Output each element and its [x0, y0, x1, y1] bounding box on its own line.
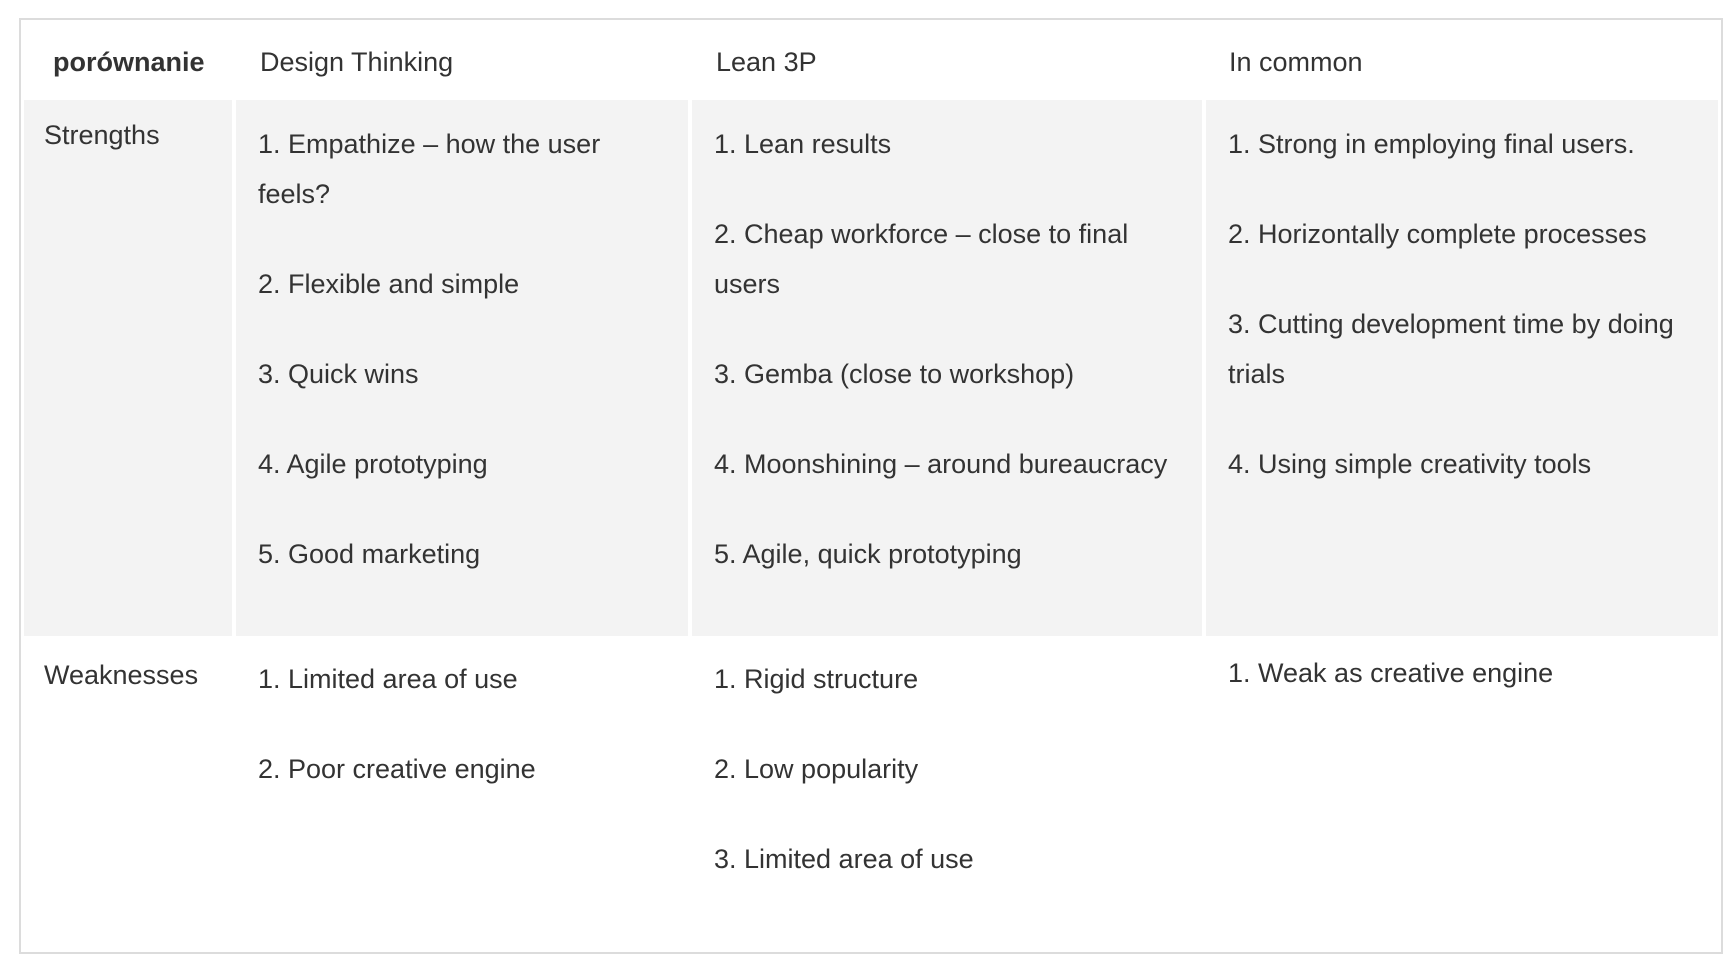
- list-item: 2. Poor creative engine: [258, 754, 536, 784]
- comparison-table: [19, 18, 1723, 954]
- weaknesses-label-cell: [24, 640, 232, 940]
- list-item: 3. Quick wins: [258, 359, 419, 389]
- list-item: 2. Horizontally complete processes: [1228, 219, 1647, 249]
- list-item: 1. Limited area of use: [258, 664, 518, 694]
- list-item: 3. Gemba (close to workshop): [714, 359, 1075, 389]
- list-item: 2. Cheap workforce – close to final users: [714, 219, 1129, 299]
- strengths-design-thinking-list: [258, 119, 668, 579]
- strengths-lean-3p-cell: [692, 100, 1202, 636]
- list-item: 5. Agile, quick prototyping: [714, 539, 1022, 569]
- strengths-in-common-list: [1228, 119, 1706, 489]
- header-in-common: In common: [1229, 47, 1363, 77]
- weaknesses-lean-3p-list: [714, 654, 1192, 884]
- list-item: 4. Agile prototyping: [258, 449, 488, 479]
- weaknesses-in-common-list: [1228, 648, 1706, 698]
- header-lean-3p: Lean 3P: [716, 47, 817, 77]
- strengths-in-common-cell: [1206, 100, 1718, 636]
- header-design-thinking: Design Thinking: [260, 47, 454, 77]
- strengths-design-thinking-cell: [236, 100, 688, 636]
- header-label: porównanie: [53, 47, 205, 77]
- list-item: 1. Lean results: [714, 129, 892, 159]
- list-item: 2. Low popularity: [714, 754, 919, 784]
- list-item: 3. Cutting development time by doing trials: [1228, 309, 1674, 389]
- strengths-label: Strengths: [44, 120, 160, 150]
- strengths-label-cell: [24, 100, 232, 636]
- list-item: 1. Empathize – how the user feels?: [258, 129, 601, 209]
- list-item: 5. Good marketing: [258, 539, 481, 569]
- weaknesses-in-common-cell: [1206, 640, 1718, 940]
- weaknesses-design-thinking-cell: [236, 640, 688, 940]
- list-item: 3. Limited area of use: [714, 844, 974, 874]
- weaknesses-lean-3p-cell: [692, 640, 1202, 940]
- weaknesses-design-thinking-list: [258, 654, 668, 794]
- strengths-lean-3p-list: [714, 119, 1192, 579]
- list-item: 1. Weak as creative engine: [1228, 658, 1554, 688]
- list-item: 1. Strong in employing final users.: [1228, 129, 1635, 159]
- list-item: 1. Rigid structure: [714, 664, 919, 694]
- list-item: 4. Moonshining – around bureaucracy: [714, 449, 1168, 479]
- list-item: 2. Flexible and simple: [258, 269, 520, 299]
- weaknesses-label: Weaknesses: [44, 660, 199, 690]
- list-item: 4. Using simple creativity tools: [1228, 449, 1592, 479]
